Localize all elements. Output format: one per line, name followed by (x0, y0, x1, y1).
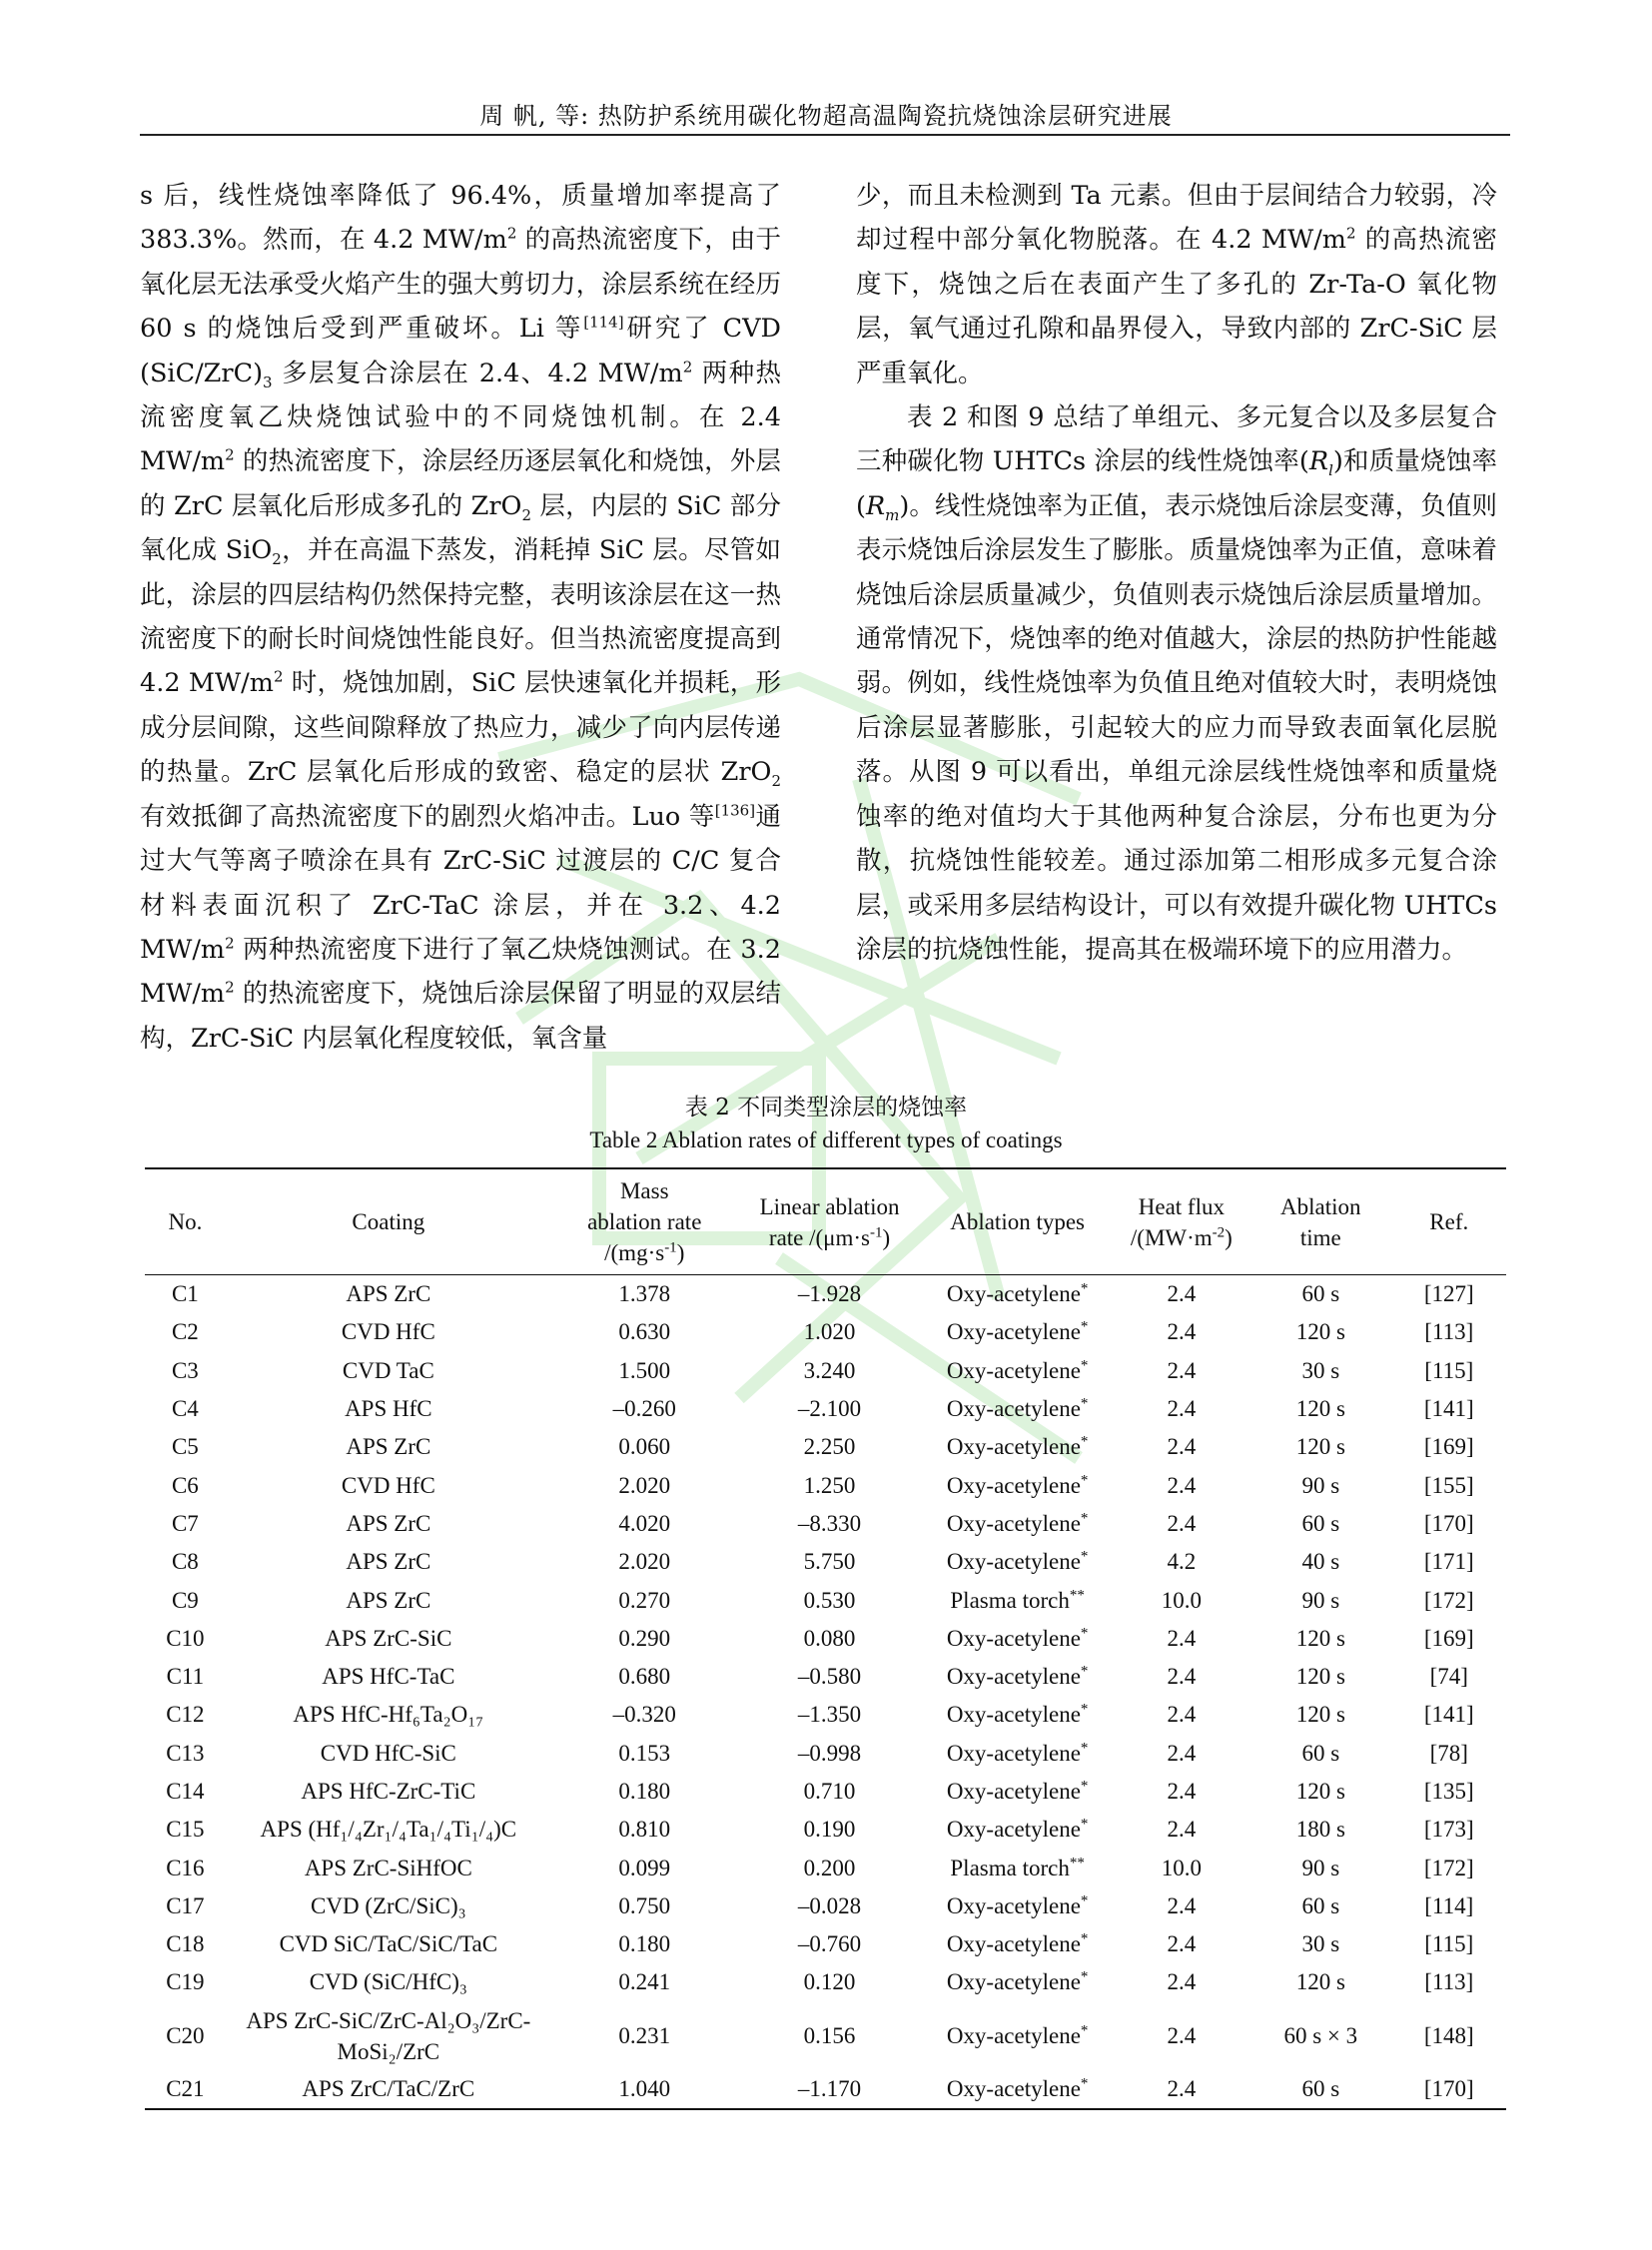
table-row (145, 1505, 1506, 1543)
cell-heat-flux: 2.4 (1167, 1472, 1197, 1498)
cell-ref: [171] (1423, 1549, 1474, 1575)
cell-heat-flux: 2.4 (1167, 1892, 1197, 1918)
cell-ablation-type: Oxy-acetylene* (946, 1740, 1089, 1766)
cell-ablation-time: 60 s (1301, 1740, 1340, 1766)
cell-ref: [114] (1424, 1892, 1474, 1918)
cell-heat-flux: 2.4 (1167, 1779, 1197, 1804)
cell-ablation-time: 30 s (1301, 1357, 1340, 1383)
cell-mass-rate: 0.099 (618, 1855, 671, 1880)
table-row (145, 2070, 1506, 2109)
cell-mass-rate: 2.020 (618, 1549, 671, 1575)
cell-linear-rate: 0.530 (803, 1587, 856, 1613)
cell-heat-flux: 2.4 (1167, 1434, 1197, 1460)
cell-linear-rate: –2.100 (797, 1396, 862, 1422)
table-caption-en: Table 2 Ablation rates of different types of coatings (589, 1127, 1063, 1152)
cell-no: C10 (166, 1625, 205, 1651)
right-paragraph-1: 少，而且未检测到 Ta 元素。但由于层间结合力较弱，冷却过程中部分氧化物脱落。在 4.2 $MW/m^2$ 的高热流密度下，烧蚀之后在表面产生了多孔的 Zr-Ta-O 氧化物层，氧气通过孔隙和晶界侵入，导致内部的 ZrC-SiC 层严重氧化。 (856, 181, 1498, 388)
cell-ablation-time: 60 s (1301, 1892, 1340, 1918)
cell-coating: APS ZrC (346, 1549, 431, 1575)
cell-heat-flux: 10.0 (1161, 1587, 1202, 1613)
cell-heat-flux: 2.4 (1167, 1931, 1197, 1957)
cell-no: C3 (171, 1357, 199, 1383)
cell-coating: APS ZrC-SiC/ZrC-Al₂O₃/ZrC- MoSi₂/ZrC (246, 2007, 531, 2064)
cell-ref: [155] (1423, 1472, 1474, 1498)
cell-ablation-time: 120 s (1295, 1779, 1345, 1804)
cell-heat-flux: 2.4 (1167, 1969, 1197, 1995)
cell-mass-rate: 0.680 (618, 1664, 671, 1690)
header-ablation-time: Ablation time (1280, 1193, 1361, 1250)
cell-ablation-type: Oxy-acetylene* (946, 1510, 1089, 1536)
cell-coating: APS ZrC-SiHfOC (304, 1855, 472, 1880)
cell-ref: [115] (1424, 1931, 1474, 1957)
table-row (145, 1313, 1506, 1351)
cell-linear-rate: –0.028 (797, 1892, 862, 1918)
cell-ablation-time: 40 s (1301, 1549, 1340, 1575)
citation-136: [136] (714, 801, 756, 820)
cell-heat-flux: 10.0 (1161, 1855, 1202, 1880)
header-ref: Ref. (1429, 1209, 1469, 1234)
cell-coating: APS ZrC/TaC/ZrC (302, 2075, 475, 2101)
table-row (145, 1466, 1506, 1504)
citation-114: [114] (583, 313, 624, 332)
cell-coating: CVD HfC (341, 1472, 435, 1498)
cell-linear-rate: 0.190 (803, 1817, 856, 1843)
cell-linear-rate: 2.250 (803, 1434, 856, 1460)
cell-mass-rate: 0.750 (618, 1892, 671, 1918)
cell-linear-rate: –0.998 (797, 1740, 862, 1766)
cell-heat-flux: 2.4 (1167, 1817, 1197, 1843)
cell-ablation-type: Oxy-acetylene* (946, 1892, 1089, 1918)
cell-ablation-type: Oxy-acetylene* (946, 1663, 1089, 1690)
right-column (856, 174, 1497, 972)
cell-coating: CVD TaC (342, 1357, 434, 1383)
cell-no: C4 (171, 1396, 199, 1422)
cell-no: C1 (171, 1281, 199, 1307)
cell-ablation-type: Oxy-acetylene* (946, 1357, 1089, 1383)
cell-no: C20 (166, 2023, 205, 2049)
cell-ablation-type: Oxy-acetylene* (946, 1318, 1089, 1345)
cell-ref: [172] (1423, 1587, 1474, 1613)
cell-linear-rate: –1.170 (797, 2075, 862, 2101)
cell-heat-flux: 2.4 (1167, 1664, 1197, 1690)
cell-ref: [141] (1423, 1702, 1474, 1728)
cell-linear-rate: 0.200 (803, 1855, 856, 1880)
cell-heat-flux: 2.4 (1167, 2023, 1197, 2049)
cell-ablation-type: Oxy-acetylene* (946, 1625, 1089, 1651)
cell-ablation-time: 120 s (1295, 1434, 1345, 1460)
header-rule (140, 134, 1510, 136)
table-row (145, 1275, 1506, 1314)
table-row (145, 2002, 1506, 2070)
cell-ablation-type: Oxy-acetylene* (946, 1548, 1089, 1575)
cell-ref: [113] (1424, 1969, 1474, 1995)
cell-no: C15 (166, 1817, 205, 1843)
cell-mass-rate: 1.040 (618, 2075, 671, 2101)
cell-ablation-time: 120 s (1295, 1664, 1345, 1690)
cell-coating: APS ZrC (346, 1510, 431, 1536)
cell-no: C16 (166, 1855, 205, 1880)
cell-linear-rate: 0.080 (803, 1625, 856, 1651)
cell-ablation-type: Oxy-acetylene* (946, 1395, 1089, 1422)
cell-linear-rate: 1.250 (803, 1472, 856, 1498)
table-row (145, 1620, 1506, 1658)
cell-no: C9 (171, 1587, 199, 1613)
cell-ablation-type: Oxy-acetylene* (946, 1433, 1089, 1460)
cell-mass-rate: 0.231 (618, 2023, 671, 2049)
cell-mass-rate: 0.060 (618, 1434, 671, 1460)
cell-coating: APS ZrC (346, 1281, 431, 1307)
cell-ref: [169] (1423, 1434, 1474, 1460)
cell-coating: APS ZrC (346, 1434, 431, 1460)
table-row (145, 1811, 1506, 1849)
cell-ablation-time: 90 s (1301, 1472, 1340, 1498)
cell-ablation-type: Oxy-acetylene* (946, 1701, 1089, 1728)
cell-ablation-type: Oxy-acetylene* (946, 1968, 1089, 1995)
cell-ref: [173] (1423, 1817, 1474, 1843)
table-row (145, 1849, 1506, 1886)
table-header-row (145, 1168, 1506, 1275)
cell-ablation-time: 120 s (1295, 1319, 1345, 1345)
cell-linear-rate: 0.120 (803, 1969, 856, 1995)
cell-linear-rate: 1.020 (803, 1319, 856, 1345)
table-row (145, 1428, 1506, 1466)
left-paragraph: s 后，线性烧蚀率降低了 96.4%，质量增加率提高了 383.3%。然而，在 4.2 $MW/m^2$ 的高热流密度下，由于氧化层无法承受火焰产生的强大剪切力，涂层系统在经历 60 s 的烧蚀后受到严重破坏。Li 等[114]研究了 CVD $(SiC/ZrC)_3$ 多层复合涂层在 2.4、4.2 $MW/m^2$ 两种热流密度氧乙炔烧蚀试验中的不同烧蚀机制。在 2.4 $MW/m^2$ 的热流密度下，涂层经历逐层氧化和烧蚀，外层的 ZrC 层氧化后形成多孔的 ZrO$_2$ 层，内层的 SiC 部分氧化成 SiO$_2$，并在高温下蒸发，消耗掉 SiC 层。尽管如此，涂层的四层结构仍然保持完整，表明该涂层在这一热流密度下的耐长时间烧蚀性能良好。但当热流密度提高到 4.2 $MW/m^2$ 时，烧蚀加剧，SiC 层快速氧化并损耗，形成分层间隙，这些间隙释放了热应力，减少了向内层传递的热量。ZrC 层氧化后形成的致密、稳定的层状 ZrO$_2$ 有效抵御了高热流密度下的剧烈火焰冲击。Luo 等[136]通过大气等离子喷涂在具有 ZrC-SiC 过渡层的 C/C 复合材料表面沉积了 ZrC-TaC 涂层，并在 3.2、4.2 $MW/m^2$ 两种热流密度下进行了氧乙炔烧蚀测试。在 3.2 $MW/m^2$ 的热流密度下，烧蚀后涂层保留了明显的双层结构，ZrC-SiC 内层氧化程度较低，氧含量 (140, 181, 781, 1054)
table-row (145, 1735, 1506, 1773)
cell-ref: [170] (1423, 2075, 1474, 2101)
cell-ref: [170] (1423, 1510, 1474, 1536)
cell-ref: [141] (1423, 1396, 1474, 1422)
cell-coating: APS HfC (345, 1396, 432, 1422)
header-coating: Coating (352, 1209, 425, 1234)
cell-heat-flux: 2.4 (1167, 1625, 1197, 1651)
cell-no: C17 (166, 1892, 205, 1918)
running-head: 周 帆, 等: 热防护系统用碳化物超高温陶瓷抗烧蚀涂层研究进展 (479, 102, 1173, 130)
cell-no: C7 (171, 1510, 199, 1536)
cell-ablation-type: Plasma torch** (950, 1854, 1085, 1880)
cell-ref: [135] (1423, 1779, 1474, 1804)
cell-mass-rate: 0.241 (618, 1969, 671, 1995)
left-column (140, 174, 781, 1061)
table-caption-cn: 表 2 不同类型涂层的烧蚀率 (684, 1095, 968, 1121)
cell-ablation-time: 120 s (1295, 1396, 1345, 1422)
cell-ref: [74] (1429, 1664, 1468, 1690)
cell-coating: CVD (ZrC/SiC)₃ (311, 1892, 466, 1918)
cell-linear-rate: 0.156 (803, 2023, 856, 2049)
cell-no: C2 (171, 1319, 199, 1345)
cell-coating: APS ZrC-SiC (325, 1625, 452, 1651)
cell-heat-flux: 4.2 (1167, 1549, 1197, 1575)
cell-linear-rate: –1.928 (797, 1281, 862, 1307)
cell-coating: CVD HfC-SiC (320, 1740, 456, 1766)
cell-heat-flux: 2.4 (1167, 1702, 1197, 1728)
cell-mass-rate: 0.270 (618, 1587, 671, 1613)
cell-ablation-time: 120 s (1295, 1969, 1345, 1995)
cell-heat-flux: 2.4 (1167, 1396, 1197, 1422)
cell-linear-rate: 3.240 (803, 1357, 856, 1383)
cell-ablation-type: Oxy-acetylene* (946, 1930, 1089, 1957)
cell-heat-flux: 2.4 (1167, 1510, 1197, 1536)
cell-mass-rate: 2.020 (618, 1472, 671, 1498)
header-heat-flux: Heat flux $/(MW\cdot m^{-2})$ (1130, 1193, 1233, 1250)
cell-no: C12 (166, 1702, 205, 1728)
cell-linear-rate: –0.580 (797, 1664, 862, 1690)
cell-ablation-type: Oxy-acetylene* (946, 1471, 1089, 1498)
cell-coating: CVD SiC/TaC/SiC/TaC (279, 1931, 498, 1957)
cell-coating: APS (Hf₁/₄Zr₁/₄Ta₁/₄Ti₁/₄)C (260, 1817, 517, 1843)
cell-mass-rate: 0.180 (618, 1931, 671, 1957)
cell-mass-rate: –0.260 (612, 1396, 676, 1422)
table-row (145, 1696, 1506, 1734)
cell-ref: [172] (1423, 1855, 1474, 1880)
cell-ref: [127] (1423, 1281, 1474, 1307)
cell-mass-rate: 4.020 (618, 1510, 671, 1536)
cell-no: C19 (166, 1969, 205, 1995)
cell-no: C6 (171, 1472, 199, 1498)
header-no: No. (168, 1209, 203, 1234)
cell-heat-flux: 2.4 (1167, 1281, 1197, 1307)
cell-no: C14 (166, 1779, 205, 1804)
cell-ablation-type: Oxy-acetylene* (946, 1816, 1089, 1843)
right-paragraph-2: 表 2 和图 9 总结了单组元、多元复合以及多层复合三种碳化物 UHTCs 涂层的线性烧蚀率$(R_l)$和质量烧蚀率$(R_m)$。线性烧蚀率为正值，表示烧蚀后涂层变薄，负值则表示烧蚀后涂层发生了膨胀。质量烧蚀率为正值，意味着烧蚀后涂层质量减少，负值则表示烧蚀后涂层质量增加。通常情况下，烧蚀率的绝对值越大，涂层的热防护性能越弱。例如，线性烧蚀率为负值且绝对值较大时，表明烧蚀后涂层显著膨胀，引起较大的应力而导致表面氧化层脱落。从图 9 可以看出，单组元涂层线性烧蚀率和质量烧蚀率的绝对值均大于其他两种复合涂层，分布也更为分散，抗烧蚀性能较差。通过添加第二相形成多元复合涂层，或采用多层结构设计，可以有效提升碳化物 UHTCs 涂层的抗烧蚀性能，提高其在极端环境下的应用潜力。 (856, 402, 1497, 965)
cell-no: C13 (166, 1740, 205, 1766)
table-row (145, 1925, 1506, 1963)
cell-ref: [115] (1424, 1357, 1474, 1383)
cell-ablation-time: 60 s (1301, 1510, 1340, 1536)
cell-no: C8 (171, 1549, 199, 1575)
cell-ablation-time: 60 s (1301, 2075, 1340, 2101)
cell-ablation-time: 90 s (1301, 1855, 1340, 1880)
cell-ref: [78] (1429, 1740, 1468, 1766)
table-body (145, 1275, 1506, 2109)
cell-ablation-type: Oxy-acetylene* (946, 2075, 1089, 2101)
cell-linear-rate: 0.710 (803, 1779, 856, 1804)
cell-ablation-time: 180 s (1295, 1817, 1345, 1843)
cell-mass-rate: 1.378 (618, 1281, 671, 1307)
cell-ablation-type: Plasma torch** (950, 1586, 1085, 1613)
table-row (145, 1581, 1506, 1619)
cell-coating: APS HfC-Hf₆Ta₂O₁₇ (293, 1702, 484, 1728)
table-row (145, 1658, 1506, 1696)
cell-no: C11 (166, 1664, 205, 1690)
cell-mass-rate: 0.180 (618, 1779, 671, 1804)
table-row (145, 1963, 1506, 2001)
cell-ablation-time: 120 s (1295, 1625, 1345, 1651)
table-row (145, 1543, 1506, 1581)
cell-linear-rate: –1.350 (797, 1702, 862, 1728)
cell-ablation-type: Oxy-acetylene* (946, 1778, 1089, 1804)
cell-coating: CVD (SiC/HfC)₃ (309, 1969, 467, 1995)
cell-mass-rate: 1.500 (618, 1357, 671, 1383)
table-row (145, 1773, 1506, 1811)
table-row (145, 1390, 1506, 1428)
cell-coating: APS HfC-TaC (322, 1664, 455, 1690)
cell-heat-flux: 2.4 (1167, 1740, 1197, 1766)
cell-coating: APS ZrC (346, 1587, 431, 1613)
cell-heat-flux: 2.4 (1167, 2075, 1197, 2101)
cell-ablation-time: 90 s (1301, 1587, 1340, 1613)
cell-ablation-type: Oxy-acetylene* (946, 2022, 1089, 2049)
header-linear-ablation: Linear ablation rate $/(\mu m\cdot s^{-1})$ (759, 1193, 900, 1250)
cell-heat-flux: 2.4 (1167, 1357, 1197, 1383)
table-row (145, 1352, 1506, 1390)
cell-ref: [169] (1423, 1625, 1474, 1651)
cell-mass-rate: 0.810 (618, 1817, 671, 1843)
cell-no: C21 (166, 2075, 205, 2101)
cell-ablation-time: 30 s (1301, 1931, 1340, 1957)
cell-ref: [148] (1423, 2023, 1474, 2049)
ablation-rate-table (145, 1167, 1506, 2110)
header-mass-ablation: Mass ablation rate $/(mg\cdot s^{-1})$ (587, 1178, 702, 1265)
cell-coating: CVD HfC (341, 1319, 435, 1345)
cell-linear-rate: –8.330 (797, 1510, 862, 1536)
cell-linear-rate: 5.750 (803, 1549, 856, 1575)
cell-linear-rate: –0.760 (797, 1931, 862, 1957)
cell-ablation-time: 60 s (1301, 1281, 1340, 1307)
header-ablation-types: Ablation types (950, 1209, 1086, 1234)
cell-heat-flux: 2.4 (1167, 1319, 1197, 1345)
cell-mass-rate: –0.320 (612, 1702, 676, 1728)
cell-mass-rate: 0.153 (618, 1740, 671, 1766)
cell-mass-rate: 0.630 (618, 1319, 671, 1345)
cell-ablation-type: Oxy-acetylene* (946, 1280, 1089, 1307)
table-row (145, 1887, 1506, 1925)
cell-ablation-time: 120 s (1295, 1702, 1345, 1728)
cell-ref: [113] (1424, 1319, 1474, 1345)
cell-mass-rate: 0.290 (618, 1625, 671, 1651)
cell-no: C5 (171, 1434, 199, 1460)
cell-no: C18 (166, 1931, 205, 1957)
cell-coating: APS HfC-ZrC-TiC (301, 1779, 476, 1804)
cell-ablation-time: 60 s × 3 (1283, 2023, 1358, 2049)
